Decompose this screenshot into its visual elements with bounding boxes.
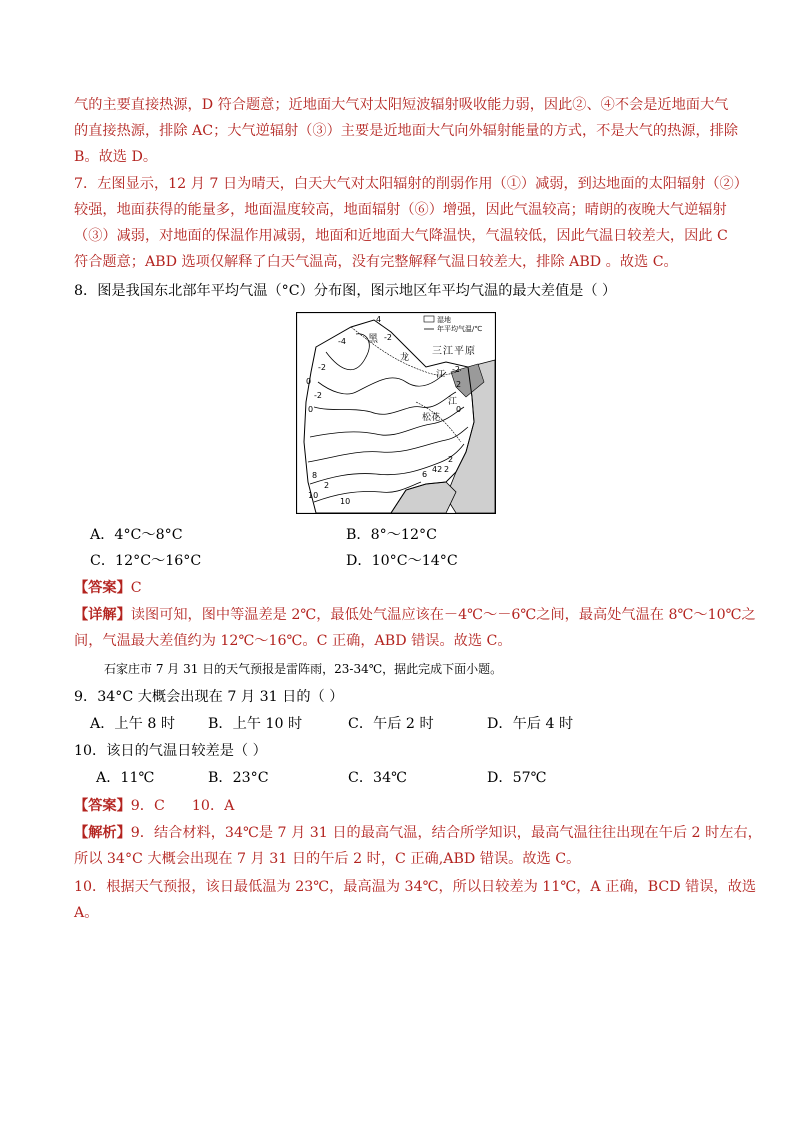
isotherm-label: -4	[338, 337, 346, 346]
label-jiang-1: 江	[436, 370, 446, 380]
answer-tag: 【答案】	[74, 580, 131, 596]
q8-answer: C	[130, 580, 142, 596]
isotherm-label: 42	[432, 465, 443, 474]
isotherm-label: 2	[324, 481, 330, 490]
material-intro: 石家庄市 7 月 31 日的天气预报是雷阵雨，23-34℃，据此完成下面小题。	[104, 662, 503, 676]
analysis-10-line2: A。	[74, 905, 99, 921]
isotherm-label: 0	[456, 405, 462, 414]
isotherm-label: 10	[340, 497, 351, 506]
label-jiang-2: 江	[448, 397, 458, 407]
isotherm-label: 4	[376, 315, 382, 324]
q8-option-a: A．4°C～8°C	[90, 527, 183, 543]
para6-line3: B。故选 D。	[74, 149, 158, 165]
q8-option-b: B．8°～12°C	[346, 527, 437, 543]
isotherm-label: 2	[444, 465, 450, 474]
label-hei: 黑	[368, 334, 378, 345]
para6-line1: 气的主要直接热源，D 符合题意；近地面大气对太阳短波辐射吸收能力弱，因此②、④不会是近地面大气	[74, 97, 729, 113]
isotherm-label: -2	[314, 391, 322, 400]
q8-detail-line2: 间，气温最大差值约为 12℃～16℃。C 正确，ABD 错误。故选 C。	[74, 633, 512, 649]
q8-option-c: C．12°C～16°C	[90, 553, 202, 569]
q9-10-answer-line	[74, 796, 234, 816]
isotherm-label: 0	[308, 405, 314, 414]
q9-option-d: D．午后 4 时	[487, 716, 574, 732]
temperature-map	[296, 312, 496, 514]
q8-detail-text1: 读图可知，图中等温差是 2℃，最低处气温应该在－4℃～－6℃之间，最高处气温在 8℃～10℃之	[130, 607, 756, 623]
para7-line3: （③）减弱，对地面的保温作用减弱，地面和近地面大气降温快，气温较低，因此气温日较差大，因此 C	[74, 228, 728, 244]
q8-detail-line1	[74, 605, 756, 625]
detail-tag: 【详解】	[74, 607, 131, 623]
q10-option-d: D．57℃	[487, 770, 547, 786]
q9-10-answer: 9．C 10．A	[130, 798, 235, 814]
question-8-stem: 8．图是我国东北部年平均气温（°C）分布图，图示地区年平均气温的最大差值是（ ）	[74, 283, 617, 299]
legend-wetland-label: 湿地	[437, 316, 451, 324]
answer-tag: 【答案】	[74, 798, 131, 814]
isotherm-label: -2	[384, 333, 392, 342]
isotherm-label: 10	[308, 491, 319, 500]
label-songhua: 松花	[422, 413, 441, 423]
analysis-tag: 【解析】	[74, 825, 131, 841]
legend-wetland-swatch	[424, 316, 434, 322]
isotherm-label: 8	[312, 471, 318, 480]
analysis-9-line2: 所以 34°C 大概会出现在 7 月 31 日的午后 2 时，C 正确,ABD 错误。故选 C。	[74, 851, 581, 867]
q10-option-b: B．23°C	[208, 770, 269, 786]
question-9-stem: 9．34°C 大概会出现在 7 月 31 日的（ ）	[74, 689, 344, 705]
para6-line2: 的直接热源，排除 AC；大气逆辐射（③）主要是近地面大气向外辐射能量的方式，不是大气的热源，排除	[74, 123, 739, 139]
q9-option-b: B．上午 10 时	[208, 716, 303, 732]
isotherm-label: -2	[318, 363, 326, 372]
analysis-9-text1: 9．结合材料，34℃是 7 月 31 日的最高气温，结合所学知识，最高气温往往出现在午后 2 时左右，	[130, 825, 762, 841]
q8-answer-line	[74, 578, 142, 598]
q10-option-c: C．34℃	[348, 770, 407, 786]
label-sanjiang-plain: 三江平原	[432, 346, 476, 357]
analysis-line1	[74, 823, 762, 843]
q8-option-d: D．10°C～14°C	[346, 553, 458, 569]
para7-line1: 7．左图显示，12 月 7 日为晴天，白天大气对太阳辐射的削弱作用（①）减弱，到达地面的太阳辐射（②）	[74, 176, 748, 192]
isotherm-label: 0	[306, 377, 312, 386]
isotherm-label: 2	[456, 380, 462, 389]
para7-line4: 符合题意；ABD 选项仅解释了白天气温高，没有完整解释气温日较差大，排除 ABD 。故选 C。	[74, 254, 678, 270]
isotherm-label: 2	[448, 455, 454, 464]
question-10-stem: 10．该日的气温日较差是（ ）	[74, 743, 267, 759]
q9-option-c: C．午后 2 时	[348, 716, 434, 732]
isotherm-label: -2	[452, 365, 460, 374]
label-long: 龙	[400, 353, 410, 363]
legend-isotherm-label: 年平均气温/℃	[437, 325, 483, 333]
q10-option-a: A．11℃	[96, 770, 155, 786]
isotherm-label: 6	[422, 470, 428, 479]
analysis-10-line1: 10．根据天气预报，该日最低温为 23℃，最高温为 34℃，所以日较差为 11℃，A 正确，BCD 错误，故选	[74, 879, 757, 895]
para7-line2: 较强，地面获得的能量多，地面温度较高，地面辐射（⑥）增强，因此气温较高；晴朗的夜晚大气逆辐射	[74, 202, 727, 218]
q9-option-a: A．上午 8 时	[90, 716, 176, 732]
